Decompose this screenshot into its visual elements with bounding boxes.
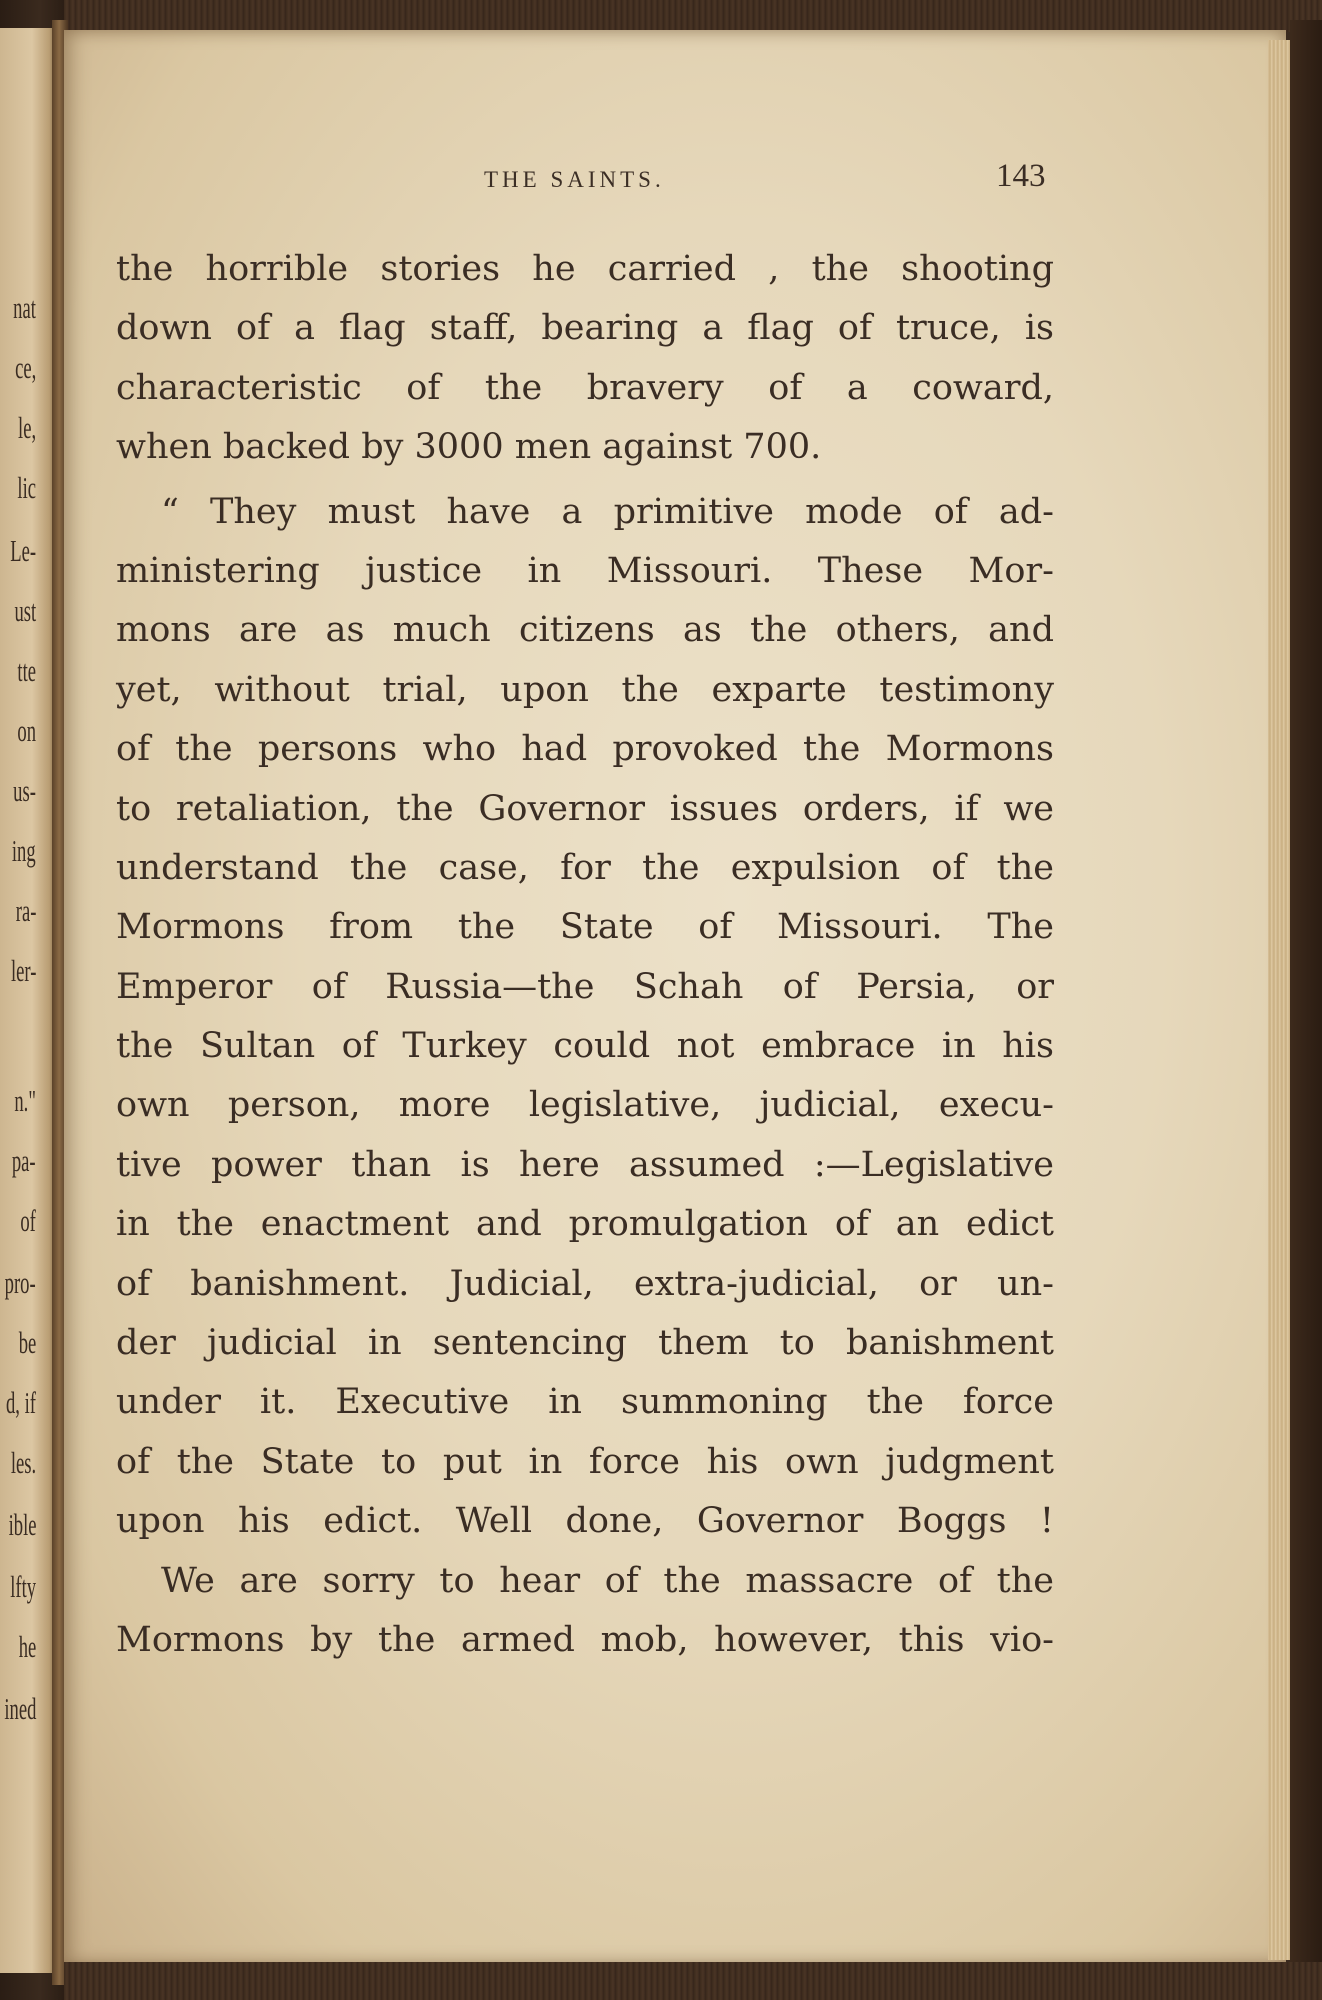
previous-page-fragment: les. (10, 1445, 36, 1480)
previous-page-fragment: lic (17, 470, 36, 505)
text-line: der judicial in sentencing them to banishment (116, 1323, 1054, 1364)
text-line: the Sultan of Turkey could not embrace in his (116, 1026, 1054, 1067)
text-line: down of a flag staff, bearing a flag of truce, is (116, 308, 1054, 349)
previous-page-fragment: ce, (14, 350, 36, 385)
previous-page-fragment: ible (8, 1507, 36, 1542)
page-number: 143 (996, 158, 1046, 194)
previous-page-fragment: le, (17, 410, 36, 445)
previous-page-fragment: he (18, 1629, 36, 1664)
text-line: under it. Executive in summoning the force (116, 1382, 1054, 1423)
text-line: “ They must have a primitive mode of ad- (161, 491, 1054, 532)
text-line: tive power than is here assumed :—Legislative (116, 1144, 1054, 1185)
book-cover-bottom-edge (64, 1962, 1322, 2000)
previous-page-fragment: tte (17, 653, 36, 688)
book-cover-top-edge (64, 0, 1322, 32)
previous-page-fragment: ing (12, 833, 36, 868)
text-line: yet, without trial, upon the exparte testimony (116, 669, 1054, 710)
text-line: We are sorry to hear of the massacre of the (161, 1560, 1054, 1601)
text-line: Mormons by the armed mob, however, this vio- (116, 1619, 1054, 1660)
text-line: when backed by 3000 men against 700. (116, 427, 822, 468)
previous-page-fragment: ined (3, 1691, 36, 1726)
previous-page-fragment: ust (14, 593, 36, 628)
text-line: mons are as much citizens as the others, and (116, 610, 1054, 651)
text-line: understand the case, for the expulsion of the (116, 847, 1054, 888)
previous-page-fragment: nat (13, 290, 36, 325)
previous-page-fragment: n." (14, 1083, 36, 1118)
text-line: to retaliation, the Governor issues orders, if we (116, 788, 1054, 829)
text-line: in the enactment and promulgation of an edict (116, 1204, 1054, 1245)
body-text (116, 240, 1054, 1670)
previous-page-fragment: Le- (10, 533, 36, 568)
text-line: own person, more legislative, judicial, execu- (116, 1085, 1054, 1126)
previous-page-fragment: d, if (6, 1385, 36, 1420)
previous-page-fragment: ler- (10, 953, 36, 988)
previous-page-fragment: on (17, 713, 36, 748)
previous-page-fragment: pa- (12, 1143, 36, 1178)
text-line: ministering justice in Missouri. These Mor- (116, 550, 1054, 591)
previous-page-fragment: pro- (5, 1265, 36, 1300)
book-cover-right-edge (1290, 20, 1322, 1990)
previous-page-edge (0, 28, 58, 1973)
text-line: of the persons who had provoked the Mormons (116, 729, 1054, 770)
running-title: THE SAINTS. (484, 167, 665, 192)
text-line: of banishment. Judicial, extra-judicial, or un- (116, 1263, 1054, 1304)
previous-page-fragment: be (18, 1325, 36, 1360)
text-line: of the State to put in force his own judgment (116, 1441, 1054, 1482)
text-line: Mormons from the State of Missouri. The (116, 907, 1054, 948)
text-line: characteristic of the bravery of a coward, (116, 367, 1054, 408)
text-line: upon his edict. Well done, Governor Boggs ! (116, 1501, 1054, 1542)
previous-page-fragment: of (20, 1203, 36, 1238)
text-line: Emperor of Russia—the Schah of Persia, or (116, 966, 1054, 1007)
text-line: the horrible stories he carried , the shooting (116, 249, 1054, 289)
previous-page-fragment: us- (13, 773, 36, 808)
previous-page-fragment: ra- (15, 893, 36, 928)
previous-page-fragment: lfty (10, 1569, 36, 1604)
